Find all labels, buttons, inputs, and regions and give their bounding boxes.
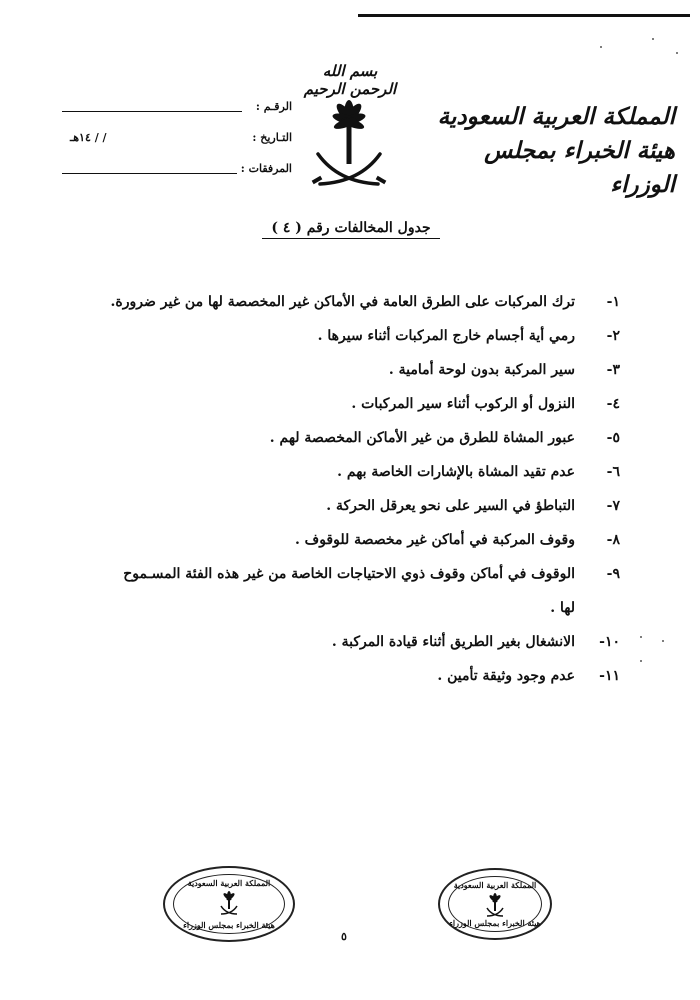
official-stamp-left xyxy=(163,866,295,942)
list-item: ١٠- الانشغال بغير الطريق أثناء قيادة المركبة . xyxy=(331,634,620,650)
attachments-line xyxy=(62,173,237,174)
list-item: ١- ترك المركبات على الطرق العامة في الأماكن غير المخصصة لها من غير ضرورة. xyxy=(110,294,620,310)
official-stamp-right xyxy=(438,868,552,940)
stamp-right-top-text: المملكة العربية السعودية xyxy=(453,880,537,890)
ref-row xyxy=(62,100,292,131)
list-item: ١١- عدم وجود وثيقة تأمين . xyxy=(437,668,620,684)
stamp-right-bottom-text: هيئة الخبراء بمجلس الوزراء xyxy=(449,918,541,928)
list-item: ٣- سير المركبة بدون لوحة أمامية . xyxy=(388,362,620,378)
reference-block xyxy=(62,100,292,193)
basmala: بسم الله الرحمن الرحيم xyxy=(303,62,397,98)
ref-label: الرقـم : xyxy=(255,100,292,113)
date-label: التـاريخ : xyxy=(252,131,292,144)
list-item: ٢- رمي أية أجسام خارج المركبات أثناء سيرها . xyxy=(317,328,620,344)
date-value: ١٤هـ / / xyxy=(70,131,107,144)
violations-list xyxy=(80,285,620,693)
stamp-left-top-text: المملكة العربية السعودية xyxy=(187,878,271,888)
document-title: جدول المخالفات رقم ( ٤ ) xyxy=(262,220,440,239)
attachments-row xyxy=(62,162,292,193)
ref-line xyxy=(62,111,242,112)
list-item-continuation: لها . xyxy=(550,600,575,616)
header-line-1: المملكة العربية السعودية xyxy=(437,103,675,130)
list-item: ٨- وقوف المركبة في أماكن غير مخصصة للوقوف . xyxy=(294,532,620,548)
stamp-emblem-icon xyxy=(484,892,506,918)
header-line-2: هيئة الخبراء بمجلس الوزراء xyxy=(484,137,675,198)
date-row xyxy=(62,131,292,162)
list-item: ٥- عبور المشاة للطرق من غير الأماكن المخصصة لهم . xyxy=(269,430,620,446)
saudi-emblem-icon xyxy=(308,92,390,200)
attachments-label: المرفقات : xyxy=(240,162,292,175)
stamp-left-bottom-text: هيئة الخبراء بمجلس الوزراء xyxy=(183,920,275,930)
list-item: ٦- عدم تقيد المشاة بالإشارات الخاصة بهم . xyxy=(337,464,620,480)
list-item: ٧- التباطؤ في السير على نحو يعرقل الحركة . xyxy=(326,498,620,514)
stamp-emblem-icon xyxy=(218,890,240,916)
list-item: ٩- الوقوف في أماكن وقوف ذوي الاحتياجات الخاصة من غير هذه الفئة المسـموح xyxy=(123,566,620,582)
list-item: ٤- النزول أو الركوب أثناء سير المركبات . xyxy=(351,396,620,412)
page-number: ٥ xyxy=(341,930,347,943)
issuer-header xyxy=(430,100,675,202)
